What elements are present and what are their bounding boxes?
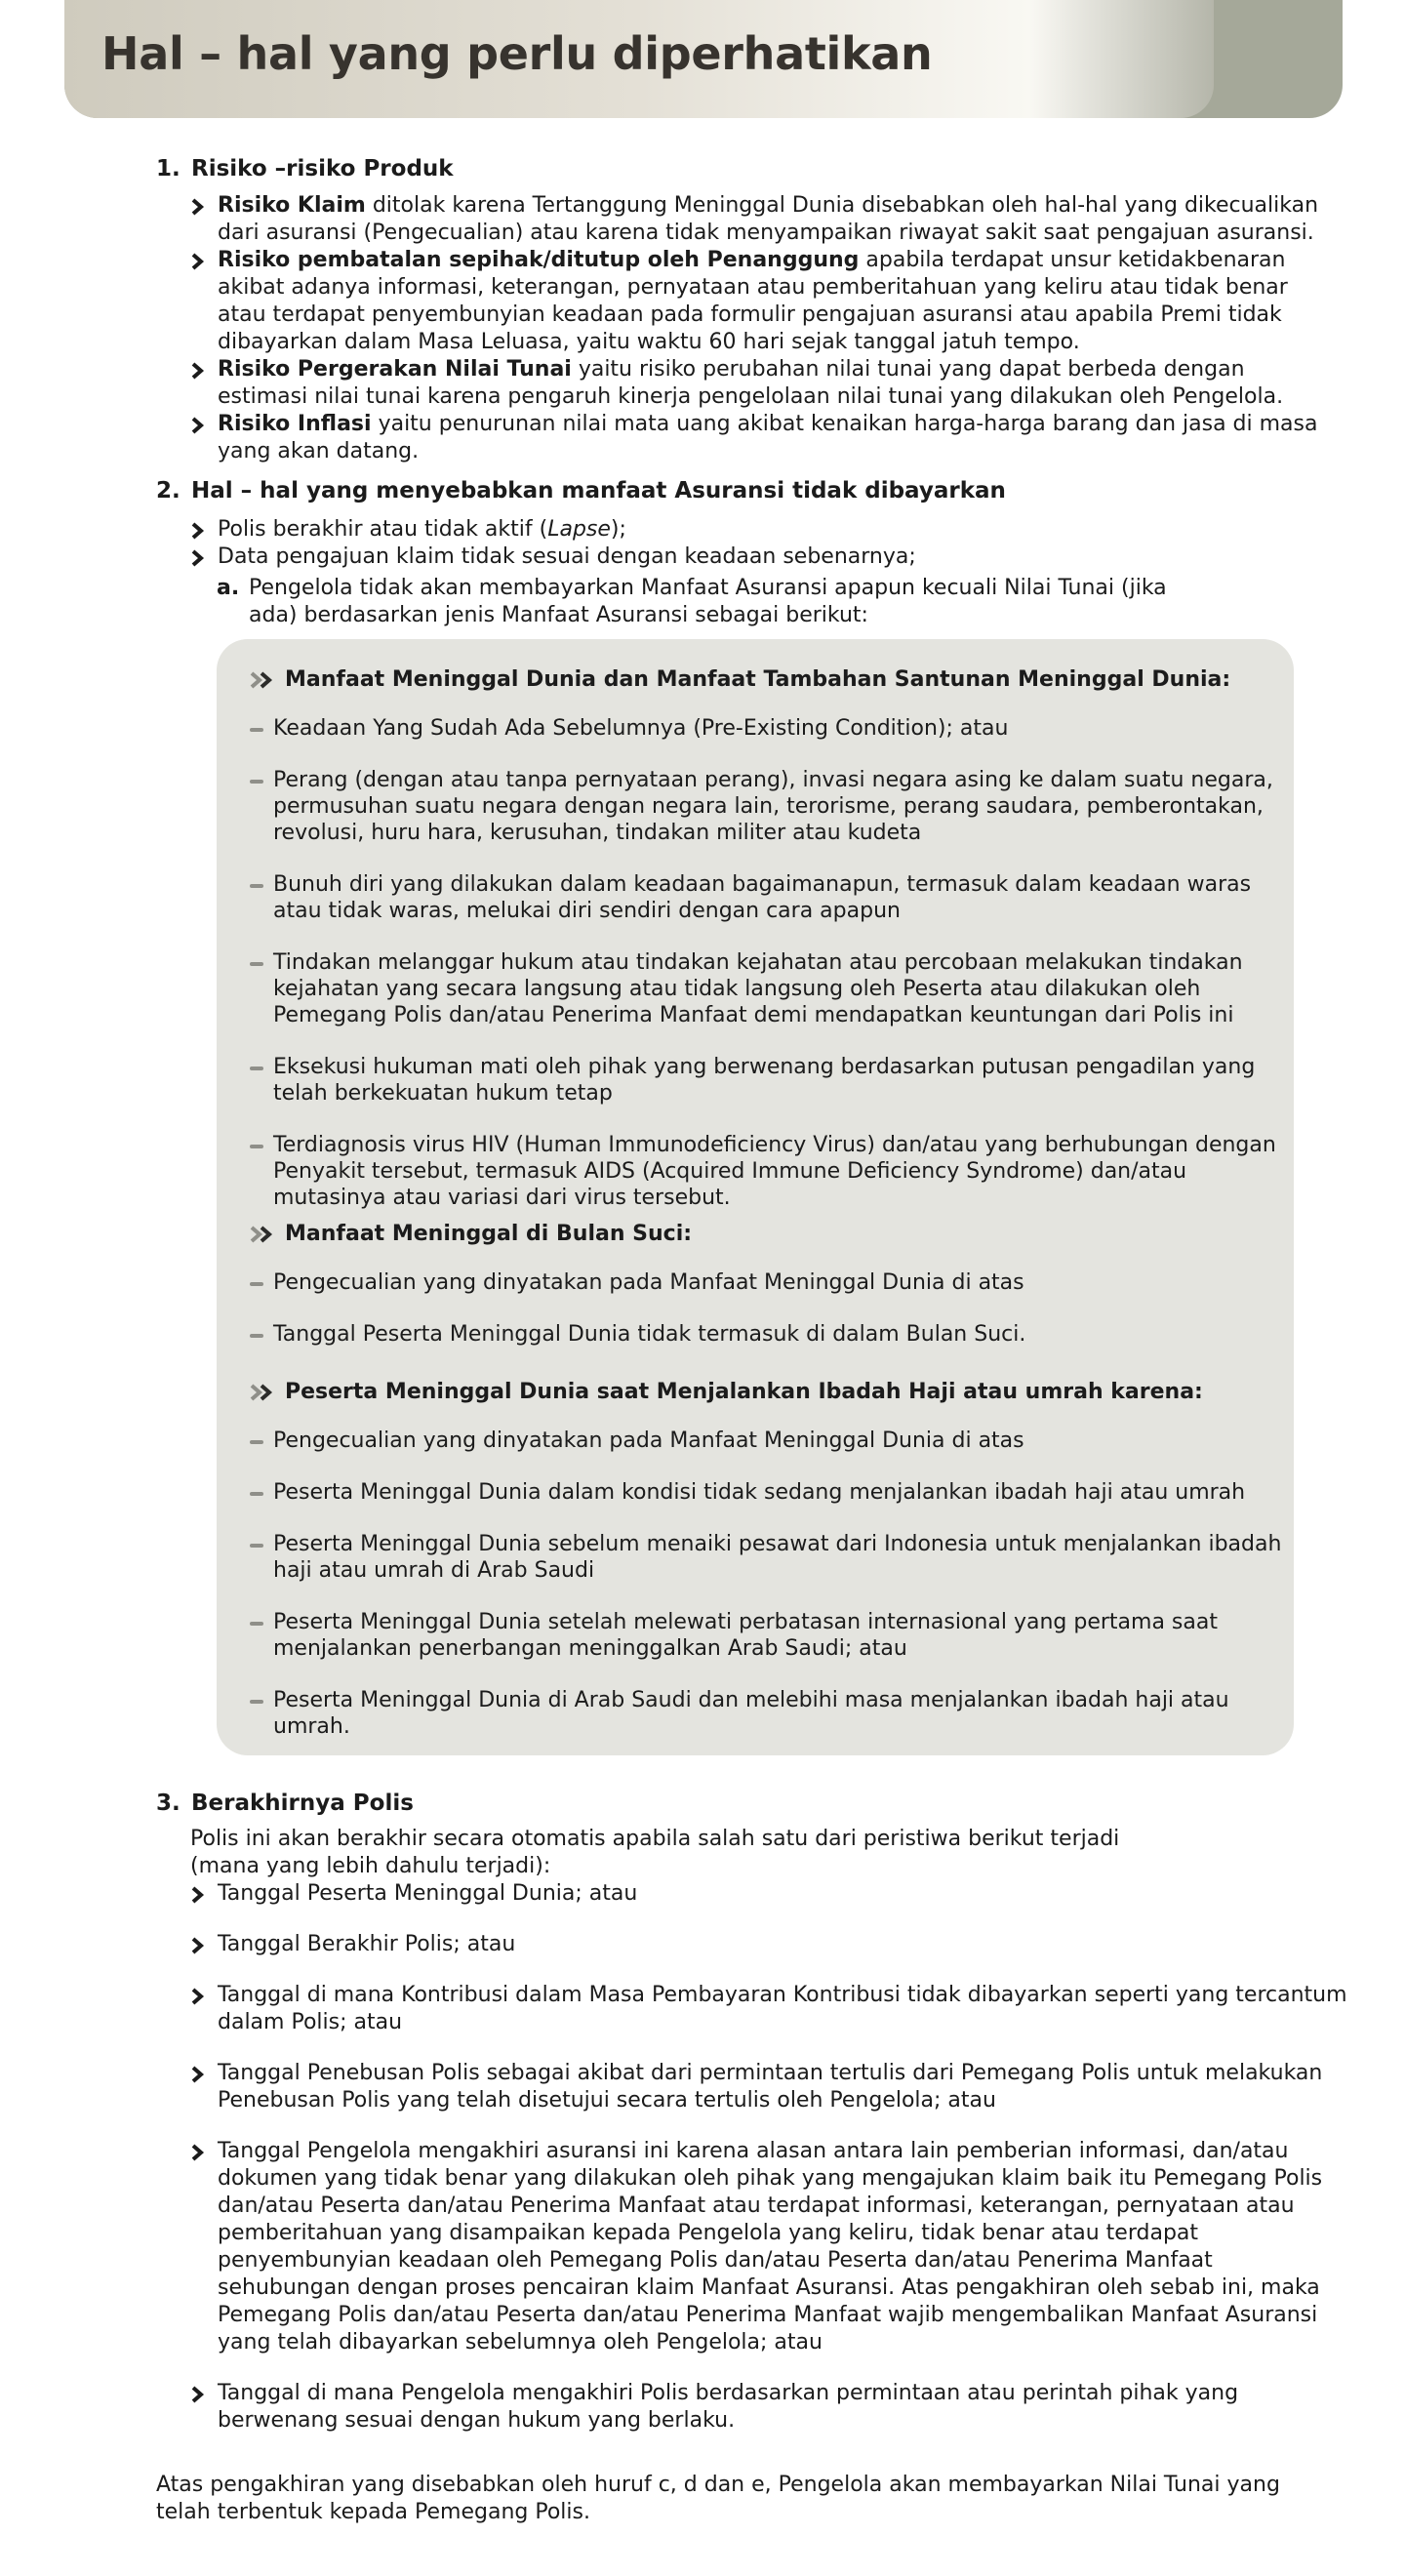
list-item (250, 715, 1284, 742)
list-item (190, 543, 1332, 571)
list-item (250, 871, 1284, 924)
item-text: Tanggal Peserta Meninggal Dunia tidak termasuk di dalam Bulan Suci. (273, 1322, 1026, 1347)
list-item (190, 516, 1332, 543)
exclusion-group (250, 1221, 1284, 1348)
item-text: Tanggal Penebusan Polis sebagai akibat dari permintaan tertulis dari Pemegang Polis untuk melakukan Penebusan Polis yang telah disetujui secara tertulis oleh Pengelola; atau (218, 2061, 1323, 2113)
chevron-right-icon (190, 417, 206, 434)
list-item (190, 192, 1332, 247)
dash-bullet-icon (250, 1440, 263, 1444)
chevron-right-icon (190, 522, 206, 540)
list-item (250, 1054, 1284, 1107)
item-text: Peserta Meninggal Dunia setelah melewati perbatasan internasional yang pertama saat menjalankan penerbangan meninggalkan Arab Saudi; atau (273, 1610, 1218, 1661)
exclusion-causes-list (190, 516, 1332, 571)
section-number: 1. (156, 156, 181, 181)
chevron-right-icon (190, 2066, 206, 2083)
item-text: Tanggal di mana Kontribusi dalam Masa Pembayaran Kontribusi tidak dibayarkan seperti yang tercantum dalam Polis; atau (218, 1983, 1347, 2034)
item-text: Keadaan Yang Sudah Ada Sebelumnya (Pre-Existing Condition); atau (273, 716, 1009, 741)
item-text: Terdiagnosis virus HIV (Human Immunodeficiency Virus) dan/atau yang berhubungan dengan Penyakit tersebut, termasuk AIDS (Acquired Immune Deficiency Syndrome) dan/atau mutasinya atau variasi dari virus tersebut. (273, 1133, 1276, 1210)
section-2-heading (156, 477, 1006, 504)
double-chevron-icon (250, 1226, 277, 1243)
item-text: yaitu penurunan nilai mata uang akibat kenaikan harga-harga barang dan jasa di masa yang akan datang. (218, 412, 1318, 463)
exclusion-list (250, 1269, 1284, 1348)
list-item (190, 411, 1332, 465)
policy-termination-list (190, 1880, 1351, 2435)
list-item (250, 1132, 1284, 1211)
sub-item-label: a. (217, 576, 240, 600)
item-text: Eksekusi hukuman mati oleh pihak yang berwenang berdasarkan putusan pengadilan yang telah berkekuatan hukum tetap (273, 1055, 1256, 1106)
item-text: Pengecualian yang dinyatakan pada Manfaat Meninggal Dunia di atas (273, 1429, 1024, 1453)
section-number: 2. (156, 478, 181, 503)
item-text: Bunuh diri yang dilakukan dalam keadaan bagaimanapun, termasuk dalam keadaan waras atau tidak waras, melukai diri sendiri dengan cara apapun (273, 872, 1252, 923)
exclusion-list (250, 1428, 1284, 1740)
item-text: Pengecualian yang dinyatakan pada Manfaat Meninggal Dunia di atas (273, 1270, 1024, 1295)
chevron-right-icon (190, 362, 206, 380)
double-chevron-icon (250, 1384, 277, 1401)
double-chevron-icon (250, 671, 277, 689)
item-text: Tindakan melanggar hukum atau tindakan kejahatan atau percobaan melakukan tindakan kejahatan yang secara langsung atau tidak langsung oleh Peserta atau dilakukan oleh Pemegang Polis dan/atau Penerima Manfaat demi mendapatkan keuntungan dari Polis ini (273, 950, 1243, 1027)
item-text: Tanggal Pengelola mengakhiri asuransi ini karena alasan antara lain pemberian informasi, dan/atau dokumen yang tidak benar yang dilakukan oleh pihak yang mengajukan klaim baik itu Pemegang Polis dan/atau Peserta dan/atau Penerima Manfaat atau terdapat informasi, keterangan, pernyataan atau pemberitahuan yang disampaikan kepada Pengelola yang keliru, tidak benar atau terdapat penyembunyian keadaan oleh Pemegang Polis dan/atau Peserta dan/atau Penerima Manfaat sehubungan dengan proses pencairan klaim Manfaat Asuransi. Atas pengakhiran oleh sebab ini, maka Pemegang Polis dan/atau Peserta dan/atau Penerima Manfaat wajib mengembalikan Manfaat Asuransi yang telah dibayarkan sebelumnya oleh Pengelola; atau (218, 2139, 1323, 2355)
list-item (250, 767, 1284, 846)
chevron-right-icon (190, 2144, 206, 2161)
item-text: Perang (dengan atau tanpa pernyataan perang), invasi negara asing ke dalam suatu negara, permusuhan suatu negara dengan negara lain, terorisme, perang saudara, pemberontakan, revolusi, huru hara, kerusuhan, tindakan militer atau kudeta (273, 768, 1273, 845)
list-item (190, 2138, 1351, 2356)
chevron-right-icon (190, 549, 206, 567)
list-item (250, 1531, 1284, 1584)
list-item (250, 1687, 1284, 1740)
dash-bullet-icon (250, 1544, 263, 1548)
item-text: Peserta Meninggal Dunia dalam kondisi tidak sedang menjalankan ibadah haji atau umrah (273, 1480, 1246, 1505)
list-item (250, 1609, 1284, 1662)
dash-bullet-icon (250, 1334, 263, 1338)
page-title: Hal – hal yang perlu diperhatikan (101, 27, 933, 80)
list-item (250, 1428, 1284, 1454)
item-text: Tanggal di mana Pengelola mengakhiri Polis berdasarkan permintaan atau perintah pihak yang berwenang sesuai dengan hukum yang berlaku. (218, 2381, 1239, 2433)
exclusion-group (250, 1379, 1284, 1740)
section-number: 3. (156, 1791, 181, 1816)
section-intro: Polis ini akan berakhir secara otomatis apabila salah satu dari peristiwa berikut terjadi (mana yang lebih dahulu terjadi): (190, 1827, 1120, 1878)
item-text: apabila terdapat unsur ketidakbenaran akibat adanya informasi, keterangan, pernyataan atau pemberitahuan yang keliru atau tidak benar atau terdapat penyembunyian keadaan pada formulir pengajuan asuransi atau apabila Premi tidak dibayarkan dalam Masa Leluasa, yaitu waktu 60 hari sejak tanggal jatuh tempo. (218, 248, 1288, 354)
item-bold-label: Risiko Pergerakan Nilai Tunai (218, 357, 572, 382)
list-item (190, 1982, 1351, 2036)
item-text: Peserta Meninggal Dunia di Arab Saudi dan melebihi masa menjalankan ibadah haji atau umrah. (273, 1688, 1229, 1739)
item-text: Tanggal Berakhir Polis; atau (218, 1932, 516, 1956)
sub-item-text: Pengelola tidak akan membayarkan Manfaat Asuransi apapun kecuali Nilai Tunai (jika ada) berdasarkan jenis Manfaat Asuransi sebagai berikut: (249, 576, 1167, 627)
chevron-right-icon (190, 2386, 206, 2403)
dash-bullet-icon (250, 728, 263, 732)
dash-bullet-icon (250, 962, 263, 966)
list-item (190, 1931, 1351, 1958)
list-item (250, 1321, 1284, 1348)
group-heading (250, 666, 1284, 694)
list-item (190, 2380, 1351, 2435)
exclusions-panel (217, 639, 1294, 1755)
chevron-right-icon (190, 253, 206, 270)
exclusion-list (250, 715, 1284, 1211)
dash-bullet-icon (250, 1282, 263, 1286)
item-text: Data pengajuan klaim tidak sesuai dengan keadaan sebenarnya; (218, 544, 916, 569)
list-item (190, 247, 1332, 356)
chevron-right-icon (190, 1886, 206, 1904)
item-text: Tanggal Peserta Meninggal Dunia; atau (218, 1881, 638, 1906)
list-item (190, 356, 1332, 411)
chevron-right-icon (190, 198, 206, 216)
chevron-right-icon (190, 1937, 206, 1954)
item-text: Polis berakhir atau tidak aktif ( (218, 517, 548, 542)
dash-bullet-icon (250, 1145, 263, 1148)
group-heading (250, 1221, 1284, 1248)
list-item (250, 1479, 1284, 1506)
closing-paragraph: Atas pengakhiran yang disebabkan oleh huruf c, d dan e, Pengelola akan membayarkan Nilai Tunai yang telah terbentuk kepada Pemegang Polis. (156, 2473, 1280, 2524)
section-title: Berakhirnya Polis (191, 1791, 414, 1816)
section-title: Hal – hal yang menyebabkan manfaat Asuransi tidak dibayarkan (191, 478, 1006, 503)
risk-list (190, 192, 1332, 465)
dash-bullet-icon (250, 1067, 263, 1070)
item-text: Peserta Meninggal Dunia sebelum menaiki pesawat dari Indonesia untuk menjalankan ibadah haji atau umrah di Arab Saudi (273, 1532, 1282, 1583)
dash-bullet-icon (250, 1700, 263, 1704)
section-3-heading (156, 1790, 414, 1817)
item-bold-label: Risiko Klaim (218, 193, 366, 218)
list-item (190, 2060, 1351, 2114)
sub-item-a (217, 575, 1192, 629)
dash-bullet-icon (250, 780, 263, 784)
group-title: Peserta Meninggal Dunia saat Menjalankan Ibadah Haji atau umrah karena: (285, 1380, 1203, 1404)
group-title: Manfaat Meninggal di Bulan Suci: (285, 1222, 693, 1246)
item-text: ditolak karena Tertanggung Meninggal Dunia disebabkan oleh hal-hal yang dikecualikan dari asuransi (Pengecualian) atau karena tidak menyampaikan riwayat sakit saat pengajuan asuransi. (218, 193, 1319, 245)
group-title: Manfaat Meninggal Dunia dan Manfaat Tambahan Santunan Meninggal Dunia: (285, 667, 1231, 692)
chevron-right-icon (190, 1988, 206, 2005)
item-text: ); (610, 517, 626, 542)
group-heading (250, 1379, 1284, 1406)
item-text: yaitu risiko perubahan nilai tunai yang dapat berbeda dengan estimasi nilai tunai karena pengaruh kinerja pengelolaan nilai tunai yang dilakukan oleh Pengelola. (218, 357, 1284, 409)
exclusion-group (250, 666, 1284, 1211)
list-item (250, 949, 1284, 1028)
list-item (190, 1880, 1351, 1908)
item-bold-label: Risiko Inflasi (218, 412, 372, 436)
item-italic-text: Lapse (547, 517, 611, 542)
dash-bullet-icon (250, 884, 263, 888)
section-1-heading (156, 155, 454, 182)
item-bold-label: Risiko pembatalan sepihak/ditutup oleh Penanggung (218, 248, 860, 272)
dash-bullet-icon (250, 1622, 263, 1626)
dash-bullet-icon (250, 1492, 263, 1496)
list-item (250, 1269, 1284, 1296)
page-header (64, 0, 1343, 118)
section-title: Risiko –risiko Produk (191, 156, 454, 181)
